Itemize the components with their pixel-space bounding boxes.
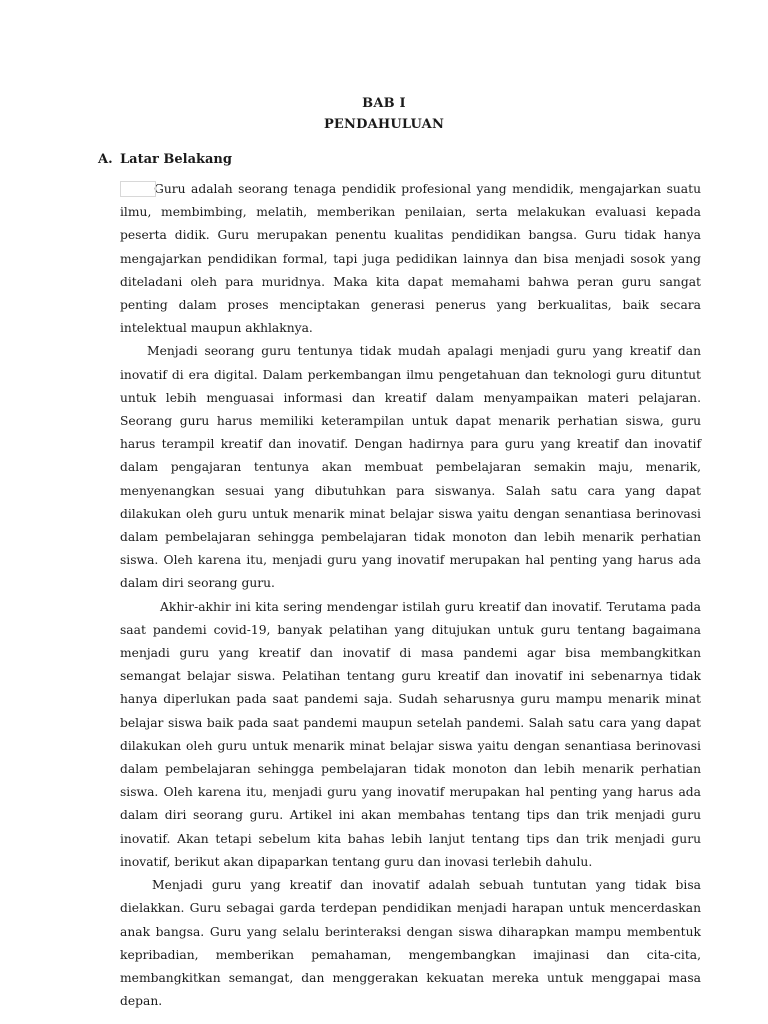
paragraph-1-text: Guru adalah seorang tenaga pendidik profesional yang mendidik, mengajarkan suatu ilmu, membimbing, melatih, memberikan penilaian, serta melakukan evaluasi kepada peserta didik. Guru merupakan penentu kualitas pendidikan bangsa. Guru tidak hanya mengajarkan pendidikan formal, tapi juga pedidikan lainnya dan bisa menjadi sosok yang diteladani oleh para muridnya. Maka kita dapat memahami bahwa peran guru sangat penting dalam proses menciptakan generasi penerus yang berkualitas, baik secara intelektual maupun akhlaknya. <box>120 182 701 336</box>
chapter-title: PENDAHULUAN <box>323 117 445 132</box>
paragraph-1 <box>120 178 701 340</box>
section-letter: A. <box>98 152 113 167</box>
selection-box <box>120 181 156 197</box>
chapter-number: BAB I <box>362 96 406 111</box>
section-title: Latar Belakang <box>120 152 232 167</box>
body-text[interactable] <box>120 178 701 1013</box>
section-heading <box>98 152 232 167</box>
paragraph-2: Menjadi seorang guru tentunya tidak mudah apalagi menjadi guru yang kreatif dan inovatif di era digital. Dalam perkembangan ilmu pengetahuan dan teknologi guru dituntut untuk lebih menguasai informasi dan kreatif dalam menyampaikan materi pelajaran. Seorang guru harus memiliki keterampilan untuk dapat menarik perhatian siswa, guru harus terampil kreatif dan inovatif. Dengan hadirnya para guru yang kreatif dan inovatif dalam pengajaran tentunya akan membuat pembelajaran semakin maju, menarik, menyenangkan sesuai yang dibutuhkan para siswanya. Salah satu cara yang dapat dilakukan oleh guru untuk menarik minat belajar siswa yaitu dengan senantiasa berinovasi dalam pembelajaran sehingga pembelajaran tidak monoton dan lebih menarik perhatian siswa. Oleh karena itu, menjadi guru yang inovatif merupakan hal penting yang harus ada dalam diri seorang guru. <box>120 344 701 591</box>
paragraph-4: Menjadi guru yang kreatif dan inovatif adalah sebuah tuntutan yang tidak bisa dielakkan. Guru sebagai garda terdepan pendidikan menjadi harapan untuk mencerdaskan anak bangsa. Guru yang selalu berinteraksi dengan siswa diharapkan mampu membentuk kepribadian, memberikan pemahaman, mengembangkan imajinasi dan cita-cita, membangkitkan semangat, dan menggerakan kekuatan mereka untuk menggapai masa depan. <box>120 878 701 1009</box>
paragraph-3: Akhir-akhir ini kita sering mendengar istilah guru kreatif dan inovatif. Terutama pada saat pandemi covid-19, banyak pelatihan yang ditujukan untuk guru tentang bagaimana menjadi guru yang kreatif dan inovatif di masa pandemi agar bisa membangkitkan semangat belajar siswa. Pelatihan tentang guru kreatif dan inovatif ini sebenarnya tidak hanya diperlukan pada saat pandemi saja. Sudah seharusnya guru mampu menarik minat belajar siswa baik pada saat pandemi maupun setelah pandemi. Salah satu cara yang dapat dilakukan oleh guru untuk menarik minat belajar siswa yaitu dengan senantiasa berinovasi dalam pembelajaran sehingga pembelajaran tidak monoton dan lebih menarik perhatian siswa. Oleh karena itu, menjadi guru yang inovatif merupakan hal penting yang harus ada dalam diri seorang guru. Artikel ini akan membahas tentang tips dan trik menjadi guru inovatif. Akan tetapi sebelum kita bahas lebih lanjut tentang tips dan trik menjadi guru inovatif, berikut akan dipaparkan tentang guru dan inovasi terlebih dahulu. <box>120 599 701 869</box>
